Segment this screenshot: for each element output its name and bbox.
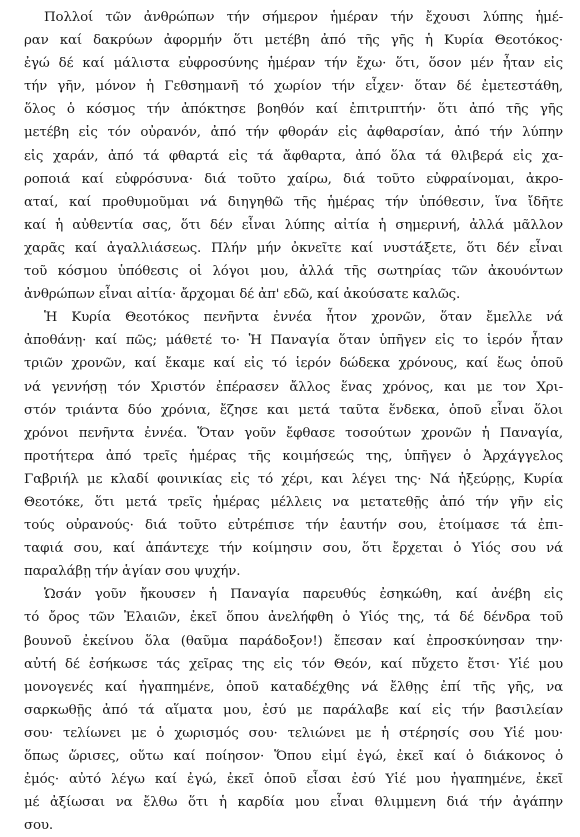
text-line: ροποιά καί εὐφρόσυνα· διά τοῦτο χαίρω, διά τοῦτο εὐφραίνομαι, ἀκρο- (24, 171, 563, 187)
text-line: ἐγώ δέ καί μάλιστα εὐφροσύνης ἡμέραν τήν ἔχω· ὅτι, ὅσον μέν ἦταν εἰς (24, 56, 563, 72)
text-line: σου. (24, 818, 53, 834)
text-line: ἀποθάνῃ· καί πῶς; μάθετέ το· Ἡ Παναγία ὅταν ὑπῆγεν εἰς το ἱερόν ἦταν (24, 333, 563, 349)
text-line: εἰς χαράν, ἀπό τά φθαρτά εἰς τά ἄφθαρτα, ἀπό ὅλα τά θλιβερά εἰς χα- (24, 148, 563, 164)
text-line: στόν τριάντα δύο χρόνια, ἔζησε και μετά ταῦτα ἕνδεκα, ὁποῦ εἶναι ὅλοι (24, 402, 563, 418)
text-line: Ὡσάν γοῦν ἤκουσεν ἡ Παναγία παρευθύς ἐσηκώθη, καί ἀνέβη εἰς (44, 587, 563, 603)
text-line: σαρκωθῇς ἀπό τά αἵματα μου, ἐσύ με παράλαβε καί εἰς τήν βασιλείαν (24, 702, 563, 718)
text-line: τήν γῆν, μόνον ἡ Γεθσημανῆ τό χωρίον τήν εἶχεν· ὅταν δέ ἐμετεστάθη, (24, 79, 563, 95)
text-line: μονογενές καί ἠγαπημένε, ὁποῦ καταδέχθης νά ἔλθῃς ἐπί τῆς γῆς, να (24, 679, 563, 695)
paragraph-2 (24, 306, 563, 583)
text-line: μέ ἀξίωσαι να ἔλθω ὅτι ἡ καρδία μου εἶναι θλιμμενη διά τήν ἀγάπην (24, 795, 563, 811)
text-line: αταί, καί προθυμοῦμαι νά διηγηθῶ τῆς ἡμέρας τήν ὑπόθεσιν, ἵνα ἴδῆτε (24, 194, 563, 210)
text-line: χαρᾶς καί ἀγαλλιάσεως. Πλήν μήν ὀκνεῖτε καί νυστάξετε, ὅτι δέν εἶναι (24, 240, 563, 256)
text-line: χρόνοι πενῆντα ἐννέα. Ὅταν γοῦν ἔφθασε τοσούτων χρονῶν ἡ Παναγία, (24, 425, 563, 441)
text-line: αὐτή δέ ἐσήκωσε τάς χεῖρας της εἰς τόν Θεόν, καί πὔχετο ἔτσι· Υἱέ μου (24, 656, 563, 672)
text-line: ραν καί δακρύων ἀφορμήν ὅτι μετέβη ἀπό τῆς γῆς ἡ Κυρία Θεοτόκος· (24, 33, 563, 49)
text-line: βουνοῦ ἐκείνου ὅλα (θαῦμα παράδοξον!) ἔπεσαν καί ἐπροσκύνησαν την· (24, 633, 563, 649)
text-line: ἐμός· αὐτό λέγω καί ἐγώ, ἐκεῖ ὁποῦ εἶσαι ἐσύ Υἱέ μου ἠγαπημένε, ἐκεῖ (24, 772, 563, 788)
text-line: Ἡ Κυρία Θεοτόκος πενῆντα ἐννέα ἦτον χρονῶν, ὅταν ἔμελλε νά (44, 310, 563, 326)
text-line: νά γεννήσῃ τόν Χριστόν ἐπέρασεν ἄλλος ἕνας χρόνος, και με τον Χρι- (24, 379, 563, 395)
text-line: ταφιά σου, καί ἀπάντεχε τήν κοίμησιν σου, ὅτι ἔρχεται ὁ Υἱός σου νά (24, 541, 563, 557)
text-line: τό ὄρος τῶν Ἐλαιῶν, ἐκεῖ ὅπου ἀνελήφθη ὁ Υἱός της, τά δέ δένδρα τοῦ (24, 610, 563, 626)
text-line: σου· τελίωνει με ὁ χωρισμός σου· τελιώνει με ἡ στέρησίς σου Υἱέ μου· (24, 725, 563, 741)
text-line: ἀνθρώπων εἶναι αἰτία· ἄρχομαι δέ ἀπ' εδῶ, καί ἀκούσατε καλῶς. (24, 287, 461, 303)
text-line: τούς οὐρανούς· διά τοῦτο εὐτρέπισε τήν ἑαυτήν σου, ἑτοίμασε τά ἐπι- (24, 518, 563, 534)
text-line: καί ἡ αὐθεντία σας, ὅτι δέν εἶναι λύπης αἰτία ἡ σημερινή, ἀλλά μᾶλλον (24, 217, 563, 233)
text-line: προτήτερα ἀπό τρεῖς ἡμέρας τῆς κοιμήσεώς της, ὑπῆγεν ὁ Ἀρχάγγελος (24, 448, 563, 464)
text-line: Θεοτόκε, ὅτι μετά τρεῖς ἡμέρας μέλλεις να μετατεθῇς ἀπό τήν γῆν εἰς (24, 494, 563, 510)
text-line: Πολλοί τῶν ἀνθρώπων τήν σήμερον ἡμέραν τήν ἔχουσι λύπης ἡμέ- (44, 10, 563, 25)
text-line: μετέβη εἰς τόν οὐρανόν, ἀπό τήν φθοράν εἰς ἀφθαρσίαν, ἀπό τήν λύπην (24, 125, 563, 141)
text-line: Γαβριήλ με κλαδί φοινικίας εἰς τό χέρι, και λέγει της· Νά ἠξεύρῃς, Κυρία (24, 471, 563, 487)
paragraph-1 (24, 6, 563, 306)
text-line: ὅπως ὥρισες, οὕτω καί ποίησον· Ὅπου εἰμί ἐγώ, ἐκεῖ καί ὁ διάκονος ὁ (24, 749, 563, 764)
text-line: τριῶν χρονῶν, καί ἔκαμε καί εἰς τό ἱερόν δώδεκα χρόνους, καί ἕως ὁποῦ (24, 356, 563, 372)
text-line: τοῦ κόσμου ὑπόθεσις οἱ λόγοι μου, ἀλλά τῆς σωτηρίας τῶν ἀκουόντων (24, 264, 563, 280)
text-line: ὅλος ὁ κόσμος τήν ἀπόκτησε βοηθόν καί ἐπιτριπτήν· ὅτι ἀπό τῆς γῆς (24, 102, 563, 118)
paragraph-3 (24, 583, 563, 837)
text-line: παραλάβῃ τήν ἁγίαν σου ψυχήν. (24, 564, 241, 580)
